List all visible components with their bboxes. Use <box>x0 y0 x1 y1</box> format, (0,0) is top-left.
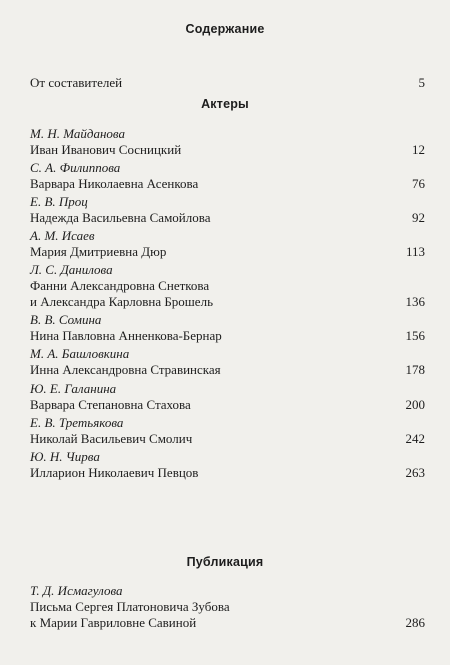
entry-author: Т. Д. Исмагулова <box>30 583 123 598</box>
toc-entry <box>30 126 425 158</box>
toc-entry <box>30 160 425 192</box>
toc-entry <box>30 346 425 378</box>
toc-entry <box>30 194 425 226</box>
entry-title: Николай Васильевич Смолич <box>30 431 193 446</box>
entry-title: Письма Сергея Платоновича Зубова <box>30 599 230 614</box>
entry-page: 286 <box>405 615 425 630</box>
entry-page: 12 <box>412 142 425 157</box>
entry-title: Иван Иванович Сосницкий <box>30 142 182 157</box>
entry-page: 76 <box>412 176 425 191</box>
entry-title: Фанни Александровна Снеткова <box>30 278 210 293</box>
entry-author: С. А. Филиппова <box>30 160 121 175</box>
entry-author: Л. С. Данилова <box>30 262 113 277</box>
entry-page: 113 <box>405 244 425 259</box>
foreword-page: 5 <box>418 75 425 90</box>
toc-entry <box>30 262 425 310</box>
toc-entry <box>30 381 425 413</box>
entry-page: 263 <box>405 465 425 480</box>
entry-title: Варвара Николаевна Асенкова <box>30 176 199 191</box>
entry-author: Е. В. Третьякова <box>30 415 124 430</box>
entry-author: Е. В. Проц <box>30 194 88 209</box>
entry-page: 178 <box>405 362 425 377</box>
entry-author: М. Н. Майданова <box>30 126 125 141</box>
entry-page: 92 <box>412 210 425 225</box>
section-heading-actors: Актеры <box>201 97 249 111</box>
entry-author: Ю. Е. Галанина <box>30 381 117 396</box>
entry-title: Надежда Васильевна Самойлова <box>30 210 211 225</box>
entry-author: А. М. Исаев <box>30 228 95 243</box>
entry-title-continued: и Александра Карловна Брошель <box>30 294 213 309</box>
entry-page: 200 <box>405 397 425 412</box>
entry-title: Илларион Николаевич Певцов <box>30 465 199 480</box>
entry-title-continued: к Марии Гавриловне Савиной <box>30 615 197 630</box>
section-heading-publication: Публикация <box>186 555 264 569</box>
foreword-title: От составителей <box>30 75 123 90</box>
toc-entry <box>30 312 425 344</box>
entry-author: Ю. Н. Чирва <box>30 449 100 464</box>
toc-entry <box>30 449 425 481</box>
entry-author: В. В. Сомина <box>30 312 102 327</box>
entry-title: Нина Павловна Анненкова-Бернар <box>30 328 222 343</box>
entry-title: Варвара Степановна Стахова <box>30 397 191 412</box>
page-title: Содержание <box>185 22 265 36</box>
entry-title: Мария Дмитриевна Дюр <box>30 244 167 259</box>
entry-page: 242 <box>405 431 425 446</box>
toc-entry <box>30 415 425 447</box>
entry-page: 136 <box>405 294 425 309</box>
toc-entry <box>30 228 425 260</box>
entry-author: М. А. Башловкина <box>30 346 130 361</box>
entry-page: 156 <box>405 328 425 343</box>
foreword-entry <box>30 75 425 91</box>
toc-entry-publication <box>30 583 425 631</box>
entry-title: Инна Александровна Стравинская <box>30 362 221 377</box>
